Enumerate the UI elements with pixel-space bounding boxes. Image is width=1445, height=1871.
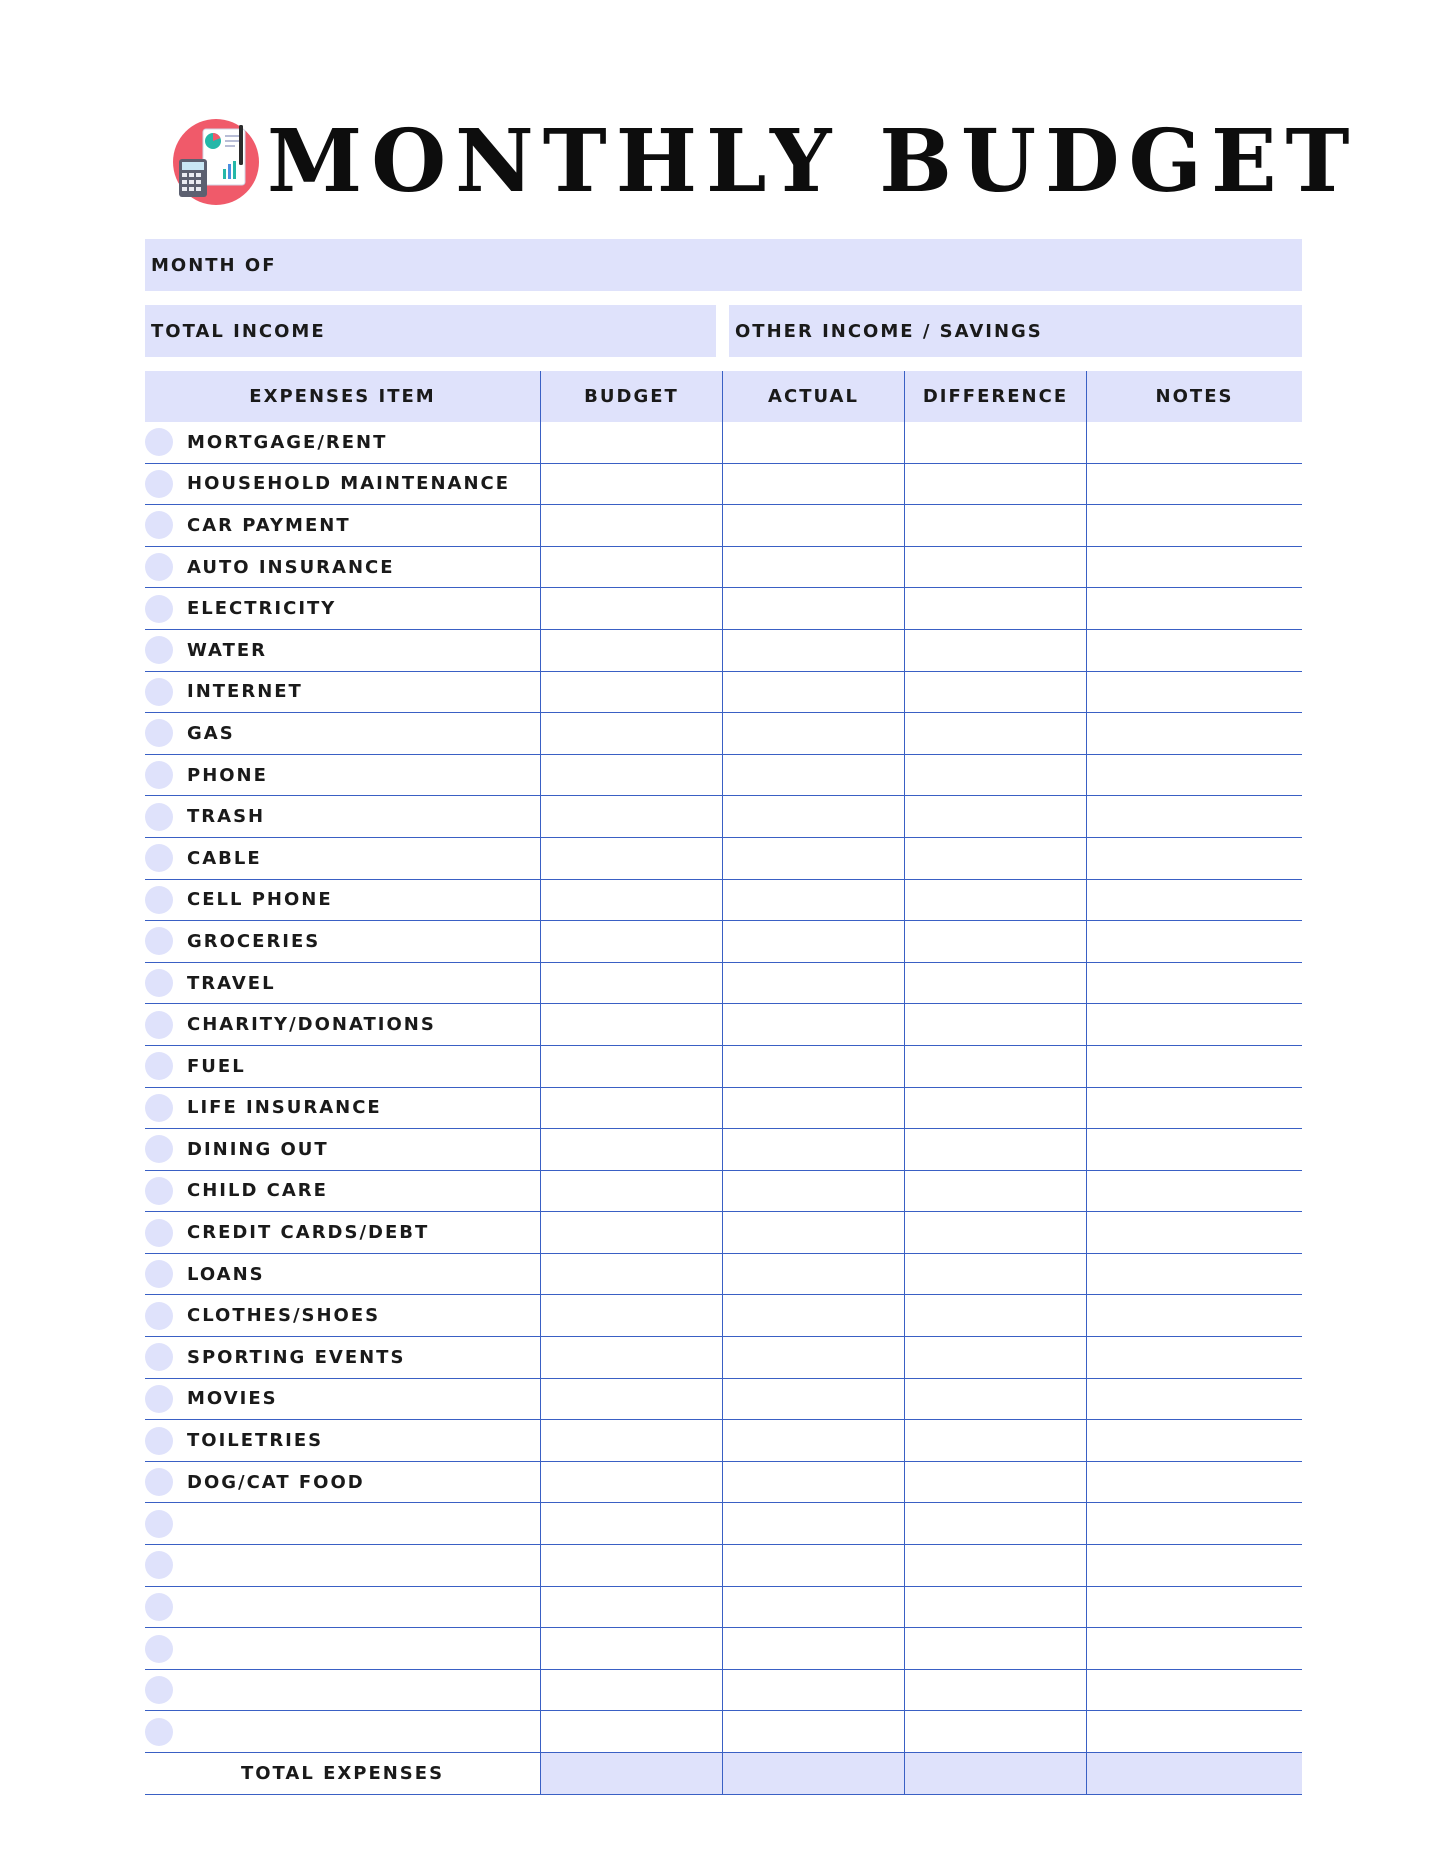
checkbox-circle[interactable] [145,803,173,831]
actual-cell[interactable] [722,547,904,588]
table-row [145,1004,1302,1046]
expense-item-cell[interactable] [145,1670,540,1711]
checkbox-circle[interactable] [145,1676,173,1704]
checkbox-circle[interactable] [145,428,173,456]
expense-item-cell[interactable] [145,588,540,629]
checkbox-circle[interactable] [145,1343,173,1371]
column-header-expenses-item: EXPENSES ITEM [249,386,436,407]
table-row [145,921,1302,963]
expense-item-label: CABLE [187,847,262,869]
budget-cell[interactable] [540,963,722,1004]
expense-item-label: PHONE [187,764,268,786]
difference-cell[interactable] [904,1004,1086,1045]
expense-item-label: CREDIT CARDS/DEBT [187,1222,430,1244]
actual-cell[interactable] [722,1212,904,1253]
budget-cell[interactable] [540,1046,722,1087]
expense-item-cell[interactable] [145,1379,540,1420]
difference-cell[interactable] [904,1212,1086,1253]
expense-item-cell[interactable] [145,880,540,921]
notes-cell[interactable] [1086,464,1302,505]
table-row [145,1254,1302,1296]
actual-cell[interactable] [722,713,904,754]
budget-calculator-icon [173,119,259,205]
expense-item-cell[interactable] [145,1503,540,1544]
total-actual-cell[interactable] [722,1753,904,1794]
checkbox-circle[interactable] [145,1052,173,1080]
checkbox-circle[interactable] [145,927,173,955]
difference-cell[interactable] [904,1711,1086,1752]
budget-cell[interactable] [540,672,722,713]
total-expenses-row [145,1753,1302,1795]
difference-cell[interactable] [904,547,1086,588]
actual-cell[interactable] [722,672,904,713]
budget-cell[interactable] [540,1212,722,1253]
expense-item-cell[interactable] [145,1420,540,1461]
expense-item-cell[interactable] [145,547,540,588]
expense-item-label: GAS [187,722,235,744]
notes-cell[interactable] [1086,1046,1302,1087]
difference-cell[interactable] [904,1420,1086,1461]
checkbox-circle[interactable] [145,470,173,498]
notes-cell[interactable] [1086,1004,1302,1045]
expense-item-label: CHILD CARE [187,1180,328,1202]
expense-item-label: CHARITY/DONATIONS [187,1014,436,1036]
checkbox-circle[interactable] [145,1718,173,1746]
actual-cell[interactable] [722,755,904,796]
expense-item-label: SPORTING EVENTS [187,1346,406,1368]
expense-item-cell[interactable] [145,1628,540,1669]
difference-cell[interactable] [904,1503,1086,1544]
actual-cell[interactable] [722,1420,904,1461]
expense-item-cell[interactable] [145,1004,540,1045]
checkbox-circle[interactable] [145,1551,173,1579]
expense-item-cell[interactable] [145,1129,540,1170]
expense-item-label: LIFE INSURANCE [187,1097,382,1119]
budget-cell[interactable] [540,1088,722,1129]
notes-cell[interactable] [1086,880,1302,921]
difference-cell[interactable] [904,838,1086,879]
budget-cell[interactable] [540,1545,722,1586]
difference-cell[interactable] [904,1462,1086,1503]
checkbox-circle[interactable] [145,1302,173,1330]
table-row [145,713,1302,755]
notes-cell[interactable] [1086,1295,1302,1336]
total-income-field[interactable] [145,305,716,357]
table-row [145,1171,1302,1213]
actual-cell[interactable] [722,1587,904,1628]
expense-item-label: HOUSEHOLD MAINTENANCE [187,473,511,495]
notes-cell[interactable] [1086,672,1302,713]
notes-cell[interactable] [1086,630,1302,671]
checkbox-circle[interactable] [145,969,173,997]
expense-item-cell[interactable] [145,464,540,505]
column-header-budget: BUDGET [540,371,722,422]
budget-cell[interactable] [540,1171,722,1212]
notes-cell[interactable] [1086,422,1302,463]
actual-cell[interactable] [722,1088,904,1129]
difference-cell[interactable] [904,1129,1086,1170]
notes-cell[interactable] [1086,1545,1302,1586]
difference-cell[interactable] [904,588,1086,629]
total-budget-cell[interactable] [540,1753,722,1794]
actual-cell[interactable] [722,1670,904,1711]
difference-cell[interactable] [904,713,1086,754]
table-row [145,1503,1302,1545]
table-row [145,1212,1302,1254]
expense-item-cell[interactable] [145,1046,540,1087]
expense-item-label: INTERNET [187,681,303,703]
column-header-notes: NOTES [1086,371,1302,422]
actual-cell[interactable] [722,1004,904,1045]
expense-item-cell[interactable] [145,1088,540,1129]
actual-cell[interactable] [722,963,904,1004]
budget-cell[interactable] [540,422,722,463]
table-row [145,505,1302,547]
checkbox-circle[interactable] [145,1468,173,1496]
budget-cell[interactable] [540,464,722,505]
actual-cell[interactable] [722,1254,904,1295]
budget-cell[interactable] [540,880,722,921]
total-expenses-label: TOTAL EXPENSES [240,1763,445,1784]
table-row [145,422,1302,464]
expense-item-label: CAR PAYMENT [187,514,351,536]
checkbox-circle[interactable] [145,1177,173,1205]
table-row [145,1046,1302,1088]
difference-cell[interactable] [904,464,1086,505]
budget-cell[interactable] [540,921,722,962]
expenses-table [145,371,1302,1795]
difference-cell[interactable] [904,672,1086,713]
table-row [145,963,1302,1005]
actual-cell[interactable] [722,880,904,921]
checkbox-circle[interactable] [145,511,173,539]
table-row [145,755,1302,797]
notes-cell[interactable] [1086,1711,1302,1752]
table-row [145,1545,1302,1587]
expense-item-cell[interactable] [145,1171,540,1212]
checkbox-circle[interactable] [145,1011,173,1039]
notes-cell[interactable] [1086,1088,1302,1129]
expense-item-cell[interactable] [145,1254,540,1295]
expense-item-cell[interactable] [145,755,540,796]
budget-cell[interactable] [540,1129,722,1170]
table-row [145,588,1302,630]
difference-cell[interactable] [904,921,1086,962]
budget-cell[interactable] [540,1711,722,1752]
notes-cell[interactable] [1086,921,1302,962]
expense-item-cell[interactable] [145,672,540,713]
expense-item-cell[interactable] [145,713,540,754]
checkbox-circle[interactable] [145,719,173,747]
notes-cell[interactable] [1086,505,1302,546]
checkbox-circle[interactable] [145,1260,173,1288]
difference-cell[interactable] [904,880,1086,921]
checkbox-circle[interactable] [145,553,173,581]
actual-cell[interactable] [722,1046,904,1087]
expense-item-cell[interactable] [145,630,540,671]
notes-cell[interactable] [1086,963,1302,1004]
budget-cell[interactable] [540,1295,722,1336]
notes-cell[interactable] [1086,1462,1302,1503]
actual-cell[interactable] [722,588,904,629]
column-header-difference: DIFFERENCE [904,371,1086,422]
expense-item-label: TRAVEL [187,972,276,994]
budget-cell[interactable] [540,1462,722,1503]
checkbox-circle[interactable] [145,1219,173,1247]
budget-cell[interactable] [540,1337,722,1378]
notes-cell[interactable] [1086,1212,1302,1253]
table-row [145,1628,1302,1670]
actual-cell[interactable] [722,464,904,505]
notes-cell[interactable] [1086,713,1302,754]
difference-cell[interactable] [904,1337,1086,1378]
notes-cell[interactable] [1086,1254,1302,1295]
notes-cell[interactable] [1086,796,1302,837]
checkbox-circle[interactable] [145,595,173,623]
checkbox-circle[interactable] [145,678,173,706]
expense-item-label: LOANS [187,1263,265,1285]
difference-cell[interactable] [904,505,1086,546]
actual-cell[interactable] [722,1503,904,1544]
budget-cell[interactable] [540,1503,722,1544]
actual-cell[interactable] [722,1295,904,1336]
expense-item-label: TRASH [187,806,266,828]
expense-item-cell[interactable] [145,963,540,1004]
expense-item-label: GROCERIES [187,930,321,952]
table-row [145,796,1302,838]
actual-cell[interactable] [722,838,904,879]
expense-item-label: DINING OUT [187,1138,329,1160]
total-difference-cell[interactable] [904,1753,1086,1794]
difference-cell[interactable] [904,1254,1086,1295]
notes-cell[interactable] [1086,1379,1302,1420]
expense-item-label: TOILETRIES [187,1430,324,1452]
checkbox-circle[interactable] [145,1135,173,1163]
table-row [145,1295,1302,1337]
expense-item-label: MORTGAGE/RENT [187,431,388,453]
actual-cell[interactable] [722,796,904,837]
table-row [145,1587,1302,1629]
budget-cell[interactable] [540,547,722,588]
column-header-actual: ACTUAL [722,371,904,422]
expense-item-label: AUTO INSURANCE [187,556,395,578]
actual-cell[interactable] [722,1337,904,1378]
checkbox-circle[interactable] [145,1510,173,1538]
table-row [145,1337,1302,1379]
table-row [145,1379,1302,1421]
table-row [145,1420,1302,1462]
expense-item-label: FUEL [187,1055,246,1077]
checkbox-circle[interactable] [145,1094,173,1122]
checkbox-circle[interactable] [145,1385,173,1413]
difference-cell[interactable] [904,1171,1086,1212]
checkbox-circle[interactable] [145,761,173,789]
difference-cell[interactable] [904,1545,1086,1586]
title-block [173,111,1359,212]
budget-cell[interactable] [540,630,722,671]
expense-item-cell[interactable] [145,1212,540,1253]
budget-cell[interactable] [540,1670,722,1711]
expense-item-cell[interactable] [145,1337,540,1378]
difference-cell[interactable] [904,796,1086,837]
table-row [145,547,1302,589]
checkbox-circle[interactable] [145,886,173,914]
expense-item-label: CELL PHONE [187,889,333,911]
budget-cell[interactable] [540,796,722,837]
expense-item-cell[interactable] [145,838,540,879]
difference-cell[interactable] [904,1295,1086,1336]
page-title: MONTHLY BUDGET [267,111,1359,212]
difference-cell[interactable] [904,1587,1086,1628]
expense-item-cell[interactable] [145,1462,540,1503]
actual-cell[interactable] [722,1545,904,1586]
notes-cell[interactable] [1086,755,1302,796]
notes-cell[interactable] [1086,1503,1302,1544]
budget-cell[interactable] [540,713,722,754]
table-row [145,1129,1302,1171]
actual-cell[interactable] [722,1171,904,1212]
total-notes-cell[interactable] [1086,1753,1302,1794]
budget-cell[interactable] [540,838,722,879]
notes-cell[interactable] [1086,1129,1302,1170]
table-row [145,1462,1302,1504]
budget-cell[interactable] [540,588,722,629]
checkbox-circle[interactable] [145,1427,173,1455]
table-row [145,630,1302,672]
budget-cell[interactable] [540,1004,722,1045]
expense-item-cell[interactable] [145,1711,540,1752]
budget-cell[interactable] [540,755,722,796]
budget-cell[interactable] [540,1254,722,1295]
table-row [145,838,1302,880]
budget-cell[interactable] [540,505,722,546]
month-of-label: MONTH OF [151,254,277,276]
expense-item-label: ELECTRICITY [187,598,337,620]
expense-item-label: WATER [187,639,268,661]
table-row [145,880,1302,922]
difference-cell[interactable] [904,1046,1086,1087]
expense-item-cell[interactable] [145,921,540,962]
actual-cell[interactable] [722,1462,904,1503]
table-header-row [145,371,1302,422]
actual-cell[interactable] [722,422,904,463]
difference-cell[interactable] [904,1628,1086,1669]
other-income-label: OTHER INCOME / SAVINGS [735,320,1043,342]
actual-cell[interactable] [722,921,904,962]
budget-cell[interactable] [540,1628,722,1669]
table-row [145,1711,1302,1753]
actual-cell[interactable] [722,1129,904,1170]
expense-item-cell[interactable] [145,1545,540,1586]
budget-cell[interactable] [540,1379,722,1420]
difference-cell[interactable] [904,963,1086,1004]
actual-cell[interactable] [722,505,904,546]
difference-cell[interactable] [904,1670,1086,1711]
expense-item-cell[interactable] [145,796,540,837]
expense-item-label: MOVIES [187,1388,278,1410]
budget-cell[interactable] [540,1587,722,1628]
expense-item-label: DOG/CAT FOOD [187,1471,365,1493]
expense-item-cell[interactable] [145,1587,540,1628]
notes-cell[interactable] [1086,1420,1302,1461]
notes-cell[interactable] [1086,838,1302,879]
notes-cell[interactable] [1086,1171,1302,1212]
total-income-label: TOTAL INCOME [151,320,326,342]
difference-cell[interactable] [904,422,1086,463]
difference-cell[interactable] [904,1088,1086,1129]
table-row [145,1670,1302,1712]
other-income-field[interactable] [729,305,1302,357]
expense-item-cell[interactable] [145,1295,540,1336]
budget-cell[interactable] [540,1420,722,1461]
table-row [145,464,1302,506]
notes-cell[interactable] [1086,1670,1302,1711]
difference-cell[interactable] [904,755,1086,796]
checkbox-circle[interactable] [145,1635,173,1663]
actual-cell[interactable] [722,1628,904,1669]
expense-item-cell[interactable] [145,422,540,463]
actual-cell[interactable] [722,1379,904,1420]
actual-cell[interactable] [722,1711,904,1752]
expense-item-cell[interactable] [145,505,540,546]
notes-cell[interactable] [1086,588,1302,629]
notes-cell[interactable] [1086,1587,1302,1628]
checkbox-circle[interactable] [145,636,173,664]
checkbox-circle[interactable] [145,844,173,872]
actual-cell[interactable] [722,630,904,671]
notes-cell[interactable] [1086,1337,1302,1378]
notes-cell[interactable] [1086,1628,1302,1669]
table-row [145,1088,1302,1130]
table-row [145,672,1302,714]
expense-item-label: CLOTHES/SHOES [187,1305,381,1327]
difference-cell[interactable] [904,630,1086,671]
month-of-field[interactable] [145,239,1302,291]
checkbox-circle[interactable] [145,1593,173,1621]
difference-cell[interactable] [904,1379,1086,1420]
notes-cell[interactable] [1086,547,1302,588]
